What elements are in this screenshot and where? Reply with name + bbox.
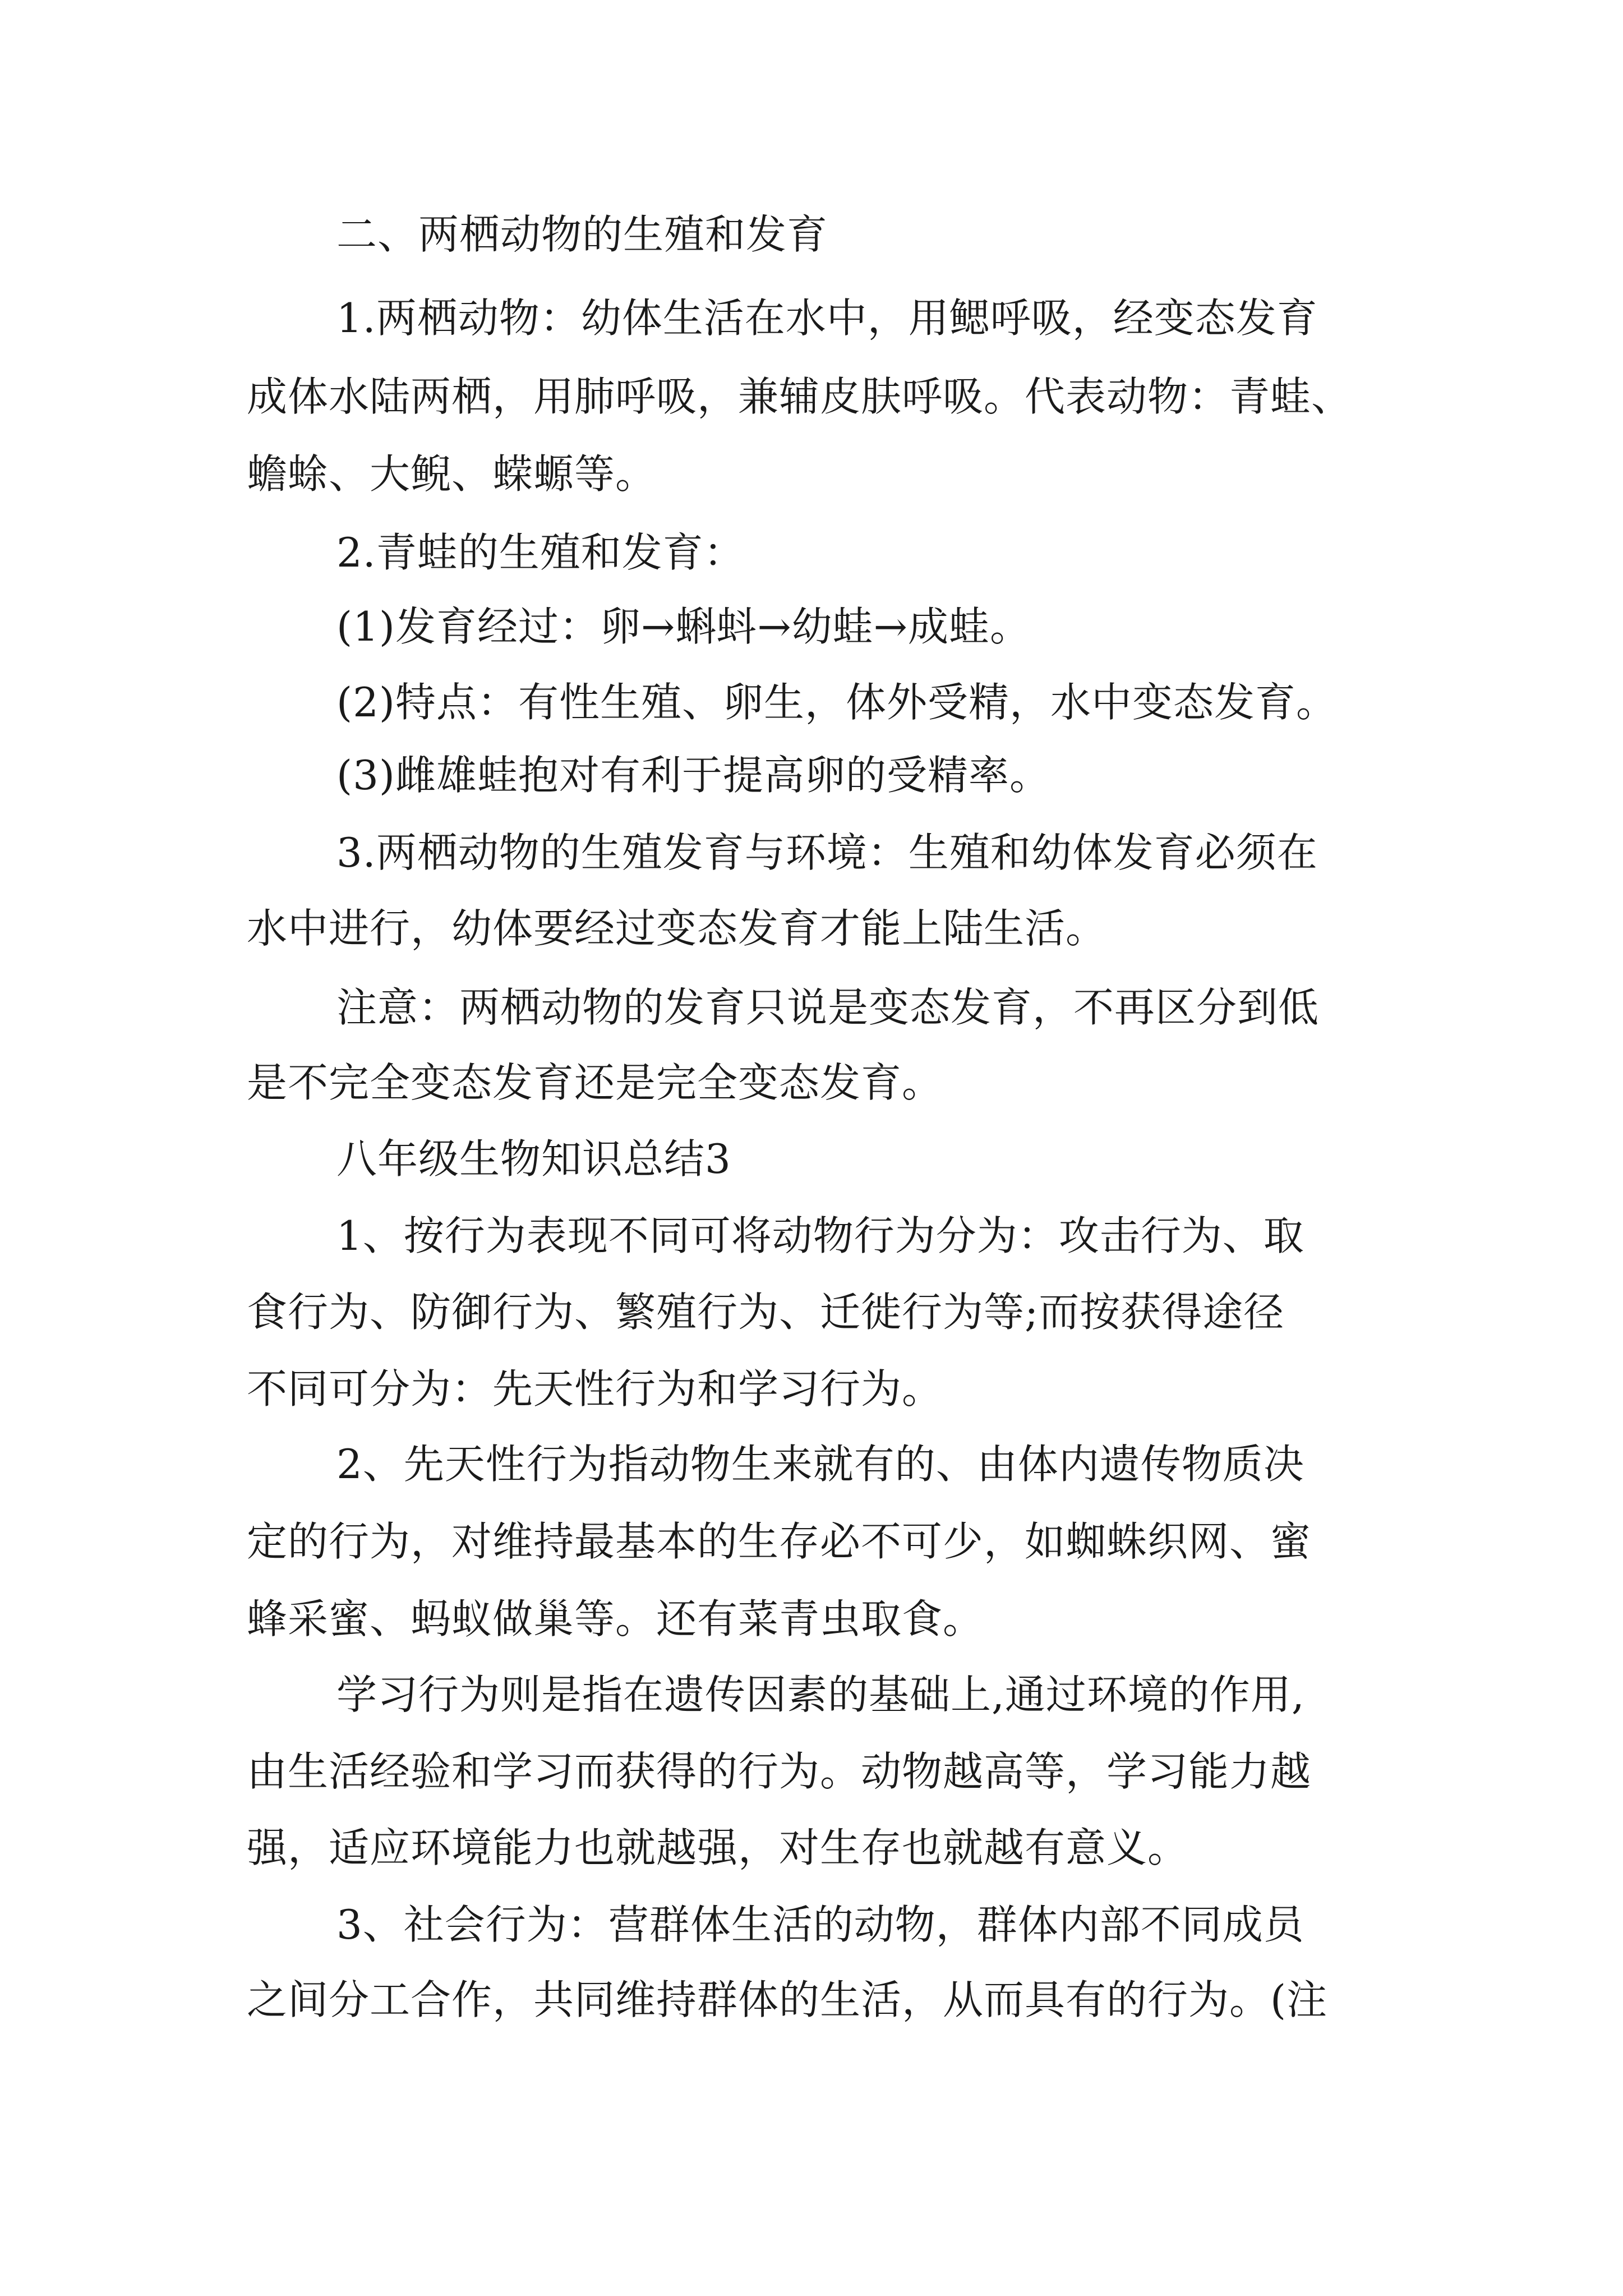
paragraph-line: 3.两栖动物的生殖发育与环境：生殖和幼体发育必须在 xyxy=(336,829,1318,876)
paragraph-line: 由生活经验和学习而获得的行为。动物越高等，学习能力越 xyxy=(247,1748,1312,1795)
paragraph-line: (2)特点：有性生殖、卵生，体外受精，水中变态发育。 xyxy=(336,679,1337,726)
paragraph-line: 是不完全变态发育还是完全变态发育。 xyxy=(247,1059,943,1106)
paragraph-line: 蟾蜍、大鲵、蝾螈等。 xyxy=(247,450,657,498)
paragraph-line: 蜂采蜜、蚂蚁做巢等。还有菜青虫取食。 xyxy=(247,1595,984,1642)
paragraph-line: 水中进行，幼体要经过变态发育才能上陆生活。 xyxy=(247,905,1107,952)
section-heading-grade8-summary: 八年级生物知识总结3 xyxy=(336,1135,731,1182)
paragraph-line: 食行为、防御行为、繁殖行为、迁徙行为等;而按获得途径 xyxy=(247,1289,1285,1336)
section-heading-amphibians: 二、两栖动物的生殖和发育 xyxy=(336,211,828,258)
paragraph-line: 注意：两栖动物的发育只说是变态发育，不再区分到低 xyxy=(336,984,1320,1031)
paragraph-line: 2.青蛙的生殖和发育： xyxy=(336,529,745,576)
paragraph-line: 定的行为，对维持最基本的生存必不可少，如蜘蛛织网、蜜 xyxy=(247,1518,1312,1565)
paragraph-line: 1.两栖动物：幼体生活在水中，用鳃呼吸，经变态发育 xyxy=(336,295,1318,342)
paragraph-line: (1)发育经过：卵→蝌蚪→幼蛙→成蛙。 xyxy=(336,603,1031,650)
paragraph-line: 强，适应环境能力也就越强，对生存也就越有意义。 xyxy=(247,1824,1189,1871)
paragraph-line: 1、按行为表现不同可将动物行为分为：攻击行为、取 xyxy=(336,1212,1304,1259)
paragraph-line: (3)雌雄蛙抱对有利于提高卵的受精率。 xyxy=(336,752,1050,799)
paragraph-line: 成体水陆两栖，用肺呼吸，兼辅皮肤呼吸。代表动物：青蛙、 xyxy=(247,373,1353,420)
paragraph-line: 3、社会行为：营群体生活的动物，群体内部不同成员 xyxy=(336,1901,1304,1948)
paragraph-line: 不同可分为：先天性行为和学习行为。 xyxy=(247,1365,943,1412)
paragraph-line: 学习行为则是指在遗传因素的基础上,通过环境的作用, xyxy=(336,1671,1305,1718)
paragraph-line: 2、先天性行为指动物生来就有的、由体内遗传物质决 xyxy=(336,1441,1304,1488)
paragraph-line: 之间分工合作，共同维持群体的生活，从而具有的行为。(注 xyxy=(247,1976,1328,2023)
